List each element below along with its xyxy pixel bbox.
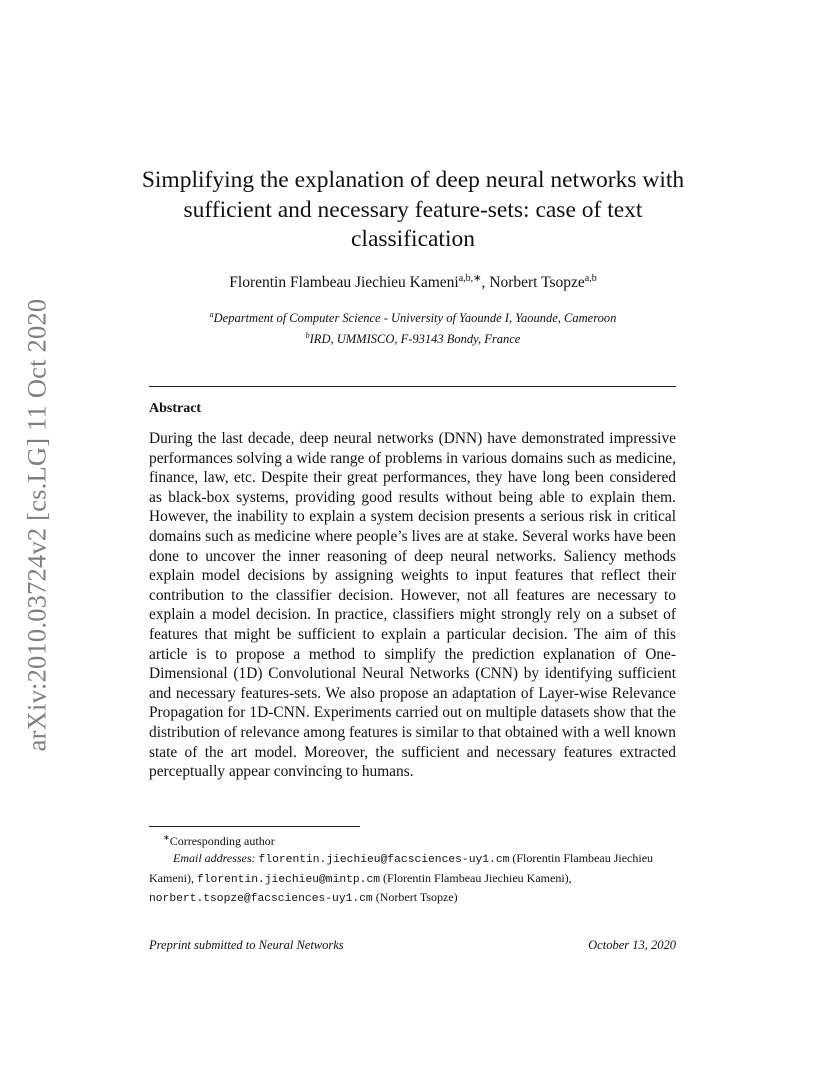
email-owner-1: (Florentin Flambeau Jiechieu Kameni), [149,851,654,885]
email-owner-3: (Norbert Tsopze) [372,889,458,904]
footnote-emails [149,850,676,908]
email-owner-2: (Florentin Flambeau Jiechieu Kameni), [380,870,572,885]
footnote-mark: ∗ [163,833,170,842]
arxiv-side-stamp: arXiv:2010.03724v2 [cs.LG] 11 Oct 2020 [21,298,52,752]
footnote-corresponding [149,829,676,850]
affiliation-b-mark: b [305,331,310,341]
email-label: Email addresses: [173,851,256,866]
author-1-affil: a,b,∗ [458,273,482,284]
footnote-corresponding-text: Corresponding author [169,834,275,848]
affiliation-a-mark: a [209,310,214,319]
preprint-note: Preprint submitted to Neural Networks [149,938,344,952]
affiliation-b [150,327,676,348]
abstract-heading: Abstract [149,401,202,416]
author-2-affil: a,b [584,273,597,284]
submission-date: October 13, 2020 [588,938,676,952]
footnote [149,829,676,908]
author-line [150,273,676,292]
paper-title: Simplifying the explanation of deep neural networks with sufficient and necessary feature-sets: case of text classification [141,167,685,252]
affiliation-a [150,306,676,327]
affiliation-b-text: IRD, UMMISCO, F-93143 Bondy, France [309,332,521,347]
affiliation-a-text: Department of Computer Science - University of Yaounde I, Yaounde, Cameroon [213,311,617,326]
email-link-3[interactable]: norbert.tsopze@facsciences-uy1.cm [149,892,373,905]
author-2: Norbert Tsopze [489,274,585,292]
affiliations [150,306,676,348]
email-link-1[interactable]: florentin.jiechieu@facsciences-uy1.cm [258,854,510,867]
abstract-body: During the last decade, deep neural networks (DNN) have demonstrated impressive performances solving a wide range of problems in various domains such as medicine, finance, law, etc. Despite their great performances, they have long been considered as black-box systems, providing good results without being able to explain them. However, the inability to explain a system decision presents a serious risk in critical domains such as medicine where people’s lives are at stake. Several works have been done to uncover the inner reasoning of deep neural networks. Saliency methods explain model decisions by assigning weights to input features that reflect their contribution to the classifier decision. However, not all features are necessary to explain a model decision. In practice, classifiers might strongly rely on a subset of features that might be sufficient to explain a particular decision. The aim of this article is to propose a method to simplify the prediction explanation of One-Dimensional (1D) Convolutional Neural Networks (CNN) by identifying sufficient and necessary features-sets. We also propose an adaptation of Layer-wise Relevance Propagation for 1D-CNN. Experiments carried out on multiple datasets show that the distribution of relevance among features is similar to that obtained with a well known state of the art model. Moreover, the sufficient and necessary features extracted perceptually appear convincing to humans. [149,430,676,781]
footnote-rule [149,826,360,827]
author-separator: , [481,274,490,292]
abstract-top-rule [149,386,676,387]
author-1: Florentin Flambeau Jiechieu Kameni [229,274,459,292]
email-link-2[interactable]: florentin.jiechieu@mintp.cm [196,873,381,886]
